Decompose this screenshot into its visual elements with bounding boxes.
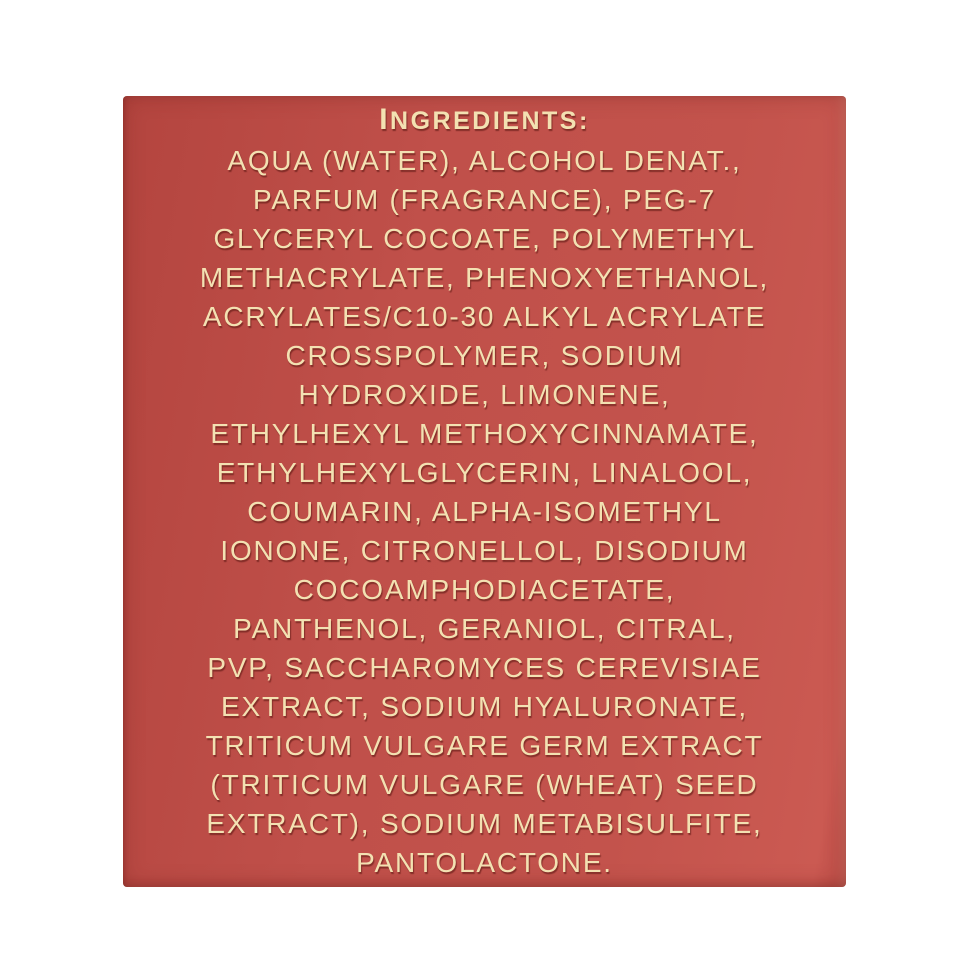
ingredient-line: GLYCERYL COCOATE, POLYMETHYL — [213, 223, 756, 254]
ingredient-line: PARFUM (FRAGRANCE), PEG-7 — [253, 184, 716, 215]
ingredient-line: TRITICUM VULGARE GERM EXTRACT — [205, 730, 764, 761]
ingredient-line: ACRYLATES/C10-30 ALKYL ACRYLATE — [202, 301, 767, 332]
ingredient-line: CROSSPOLYMER, SODIUM — [285, 340, 684, 371]
ingredient-line: COCOAMPHODIACETATE, — [293, 574, 676, 605]
ingredient-line: EXTRACT, SODIUM HYALURONATE, — [221, 691, 748, 722]
ingredient-line: PANTOLACTONE. — [356, 847, 613, 878]
ingredient-line: PANTHENOL, GERANIOL, CITRAL, — [233, 613, 736, 644]
ingredient-line: EXTRACT), SODIUM METABISULFITE, — [206, 808, 763, 839]
ingredient-line: COUMARIN, ALPHA-ISOMETHYL — [247, 496, 722, 527]
ingredient-line: (TRITICUM VULGARE (WHEAT) SEED — [210, 769, 759, 800]
ingredients-heading: INGREDIENTS: — [379, 103, 590, 136]
ingredient-line: IONONE, CITRONELLOL, DISODIUM — [220, 535, 749, 566]
ingredient-line: HYDROXIDE, LIMONENE, — [298, 379, 671, 410]
ingredient-line: ETHYLHEXYL METHOXYCINNAMATE, — [210, 418, 759, 449]
ingredient-line: AQUA (WATER), ALCOHOL DENAT., — [227, 145, 742, 176]
ingredient-line: ETHYLHEXYLGLYCERIN, LINALOOL, — [216, 457, 753, 488]
ingredient-line: METHACRYLATE, PHENOXYETHANOL, — [199, 262, 770, 293]
ingredients-panel — [123, 96, 846, 887]
ingredient-line: PVP, SACCHAROMYCES CEREVISIAE — [207, 652, 762, 683]
